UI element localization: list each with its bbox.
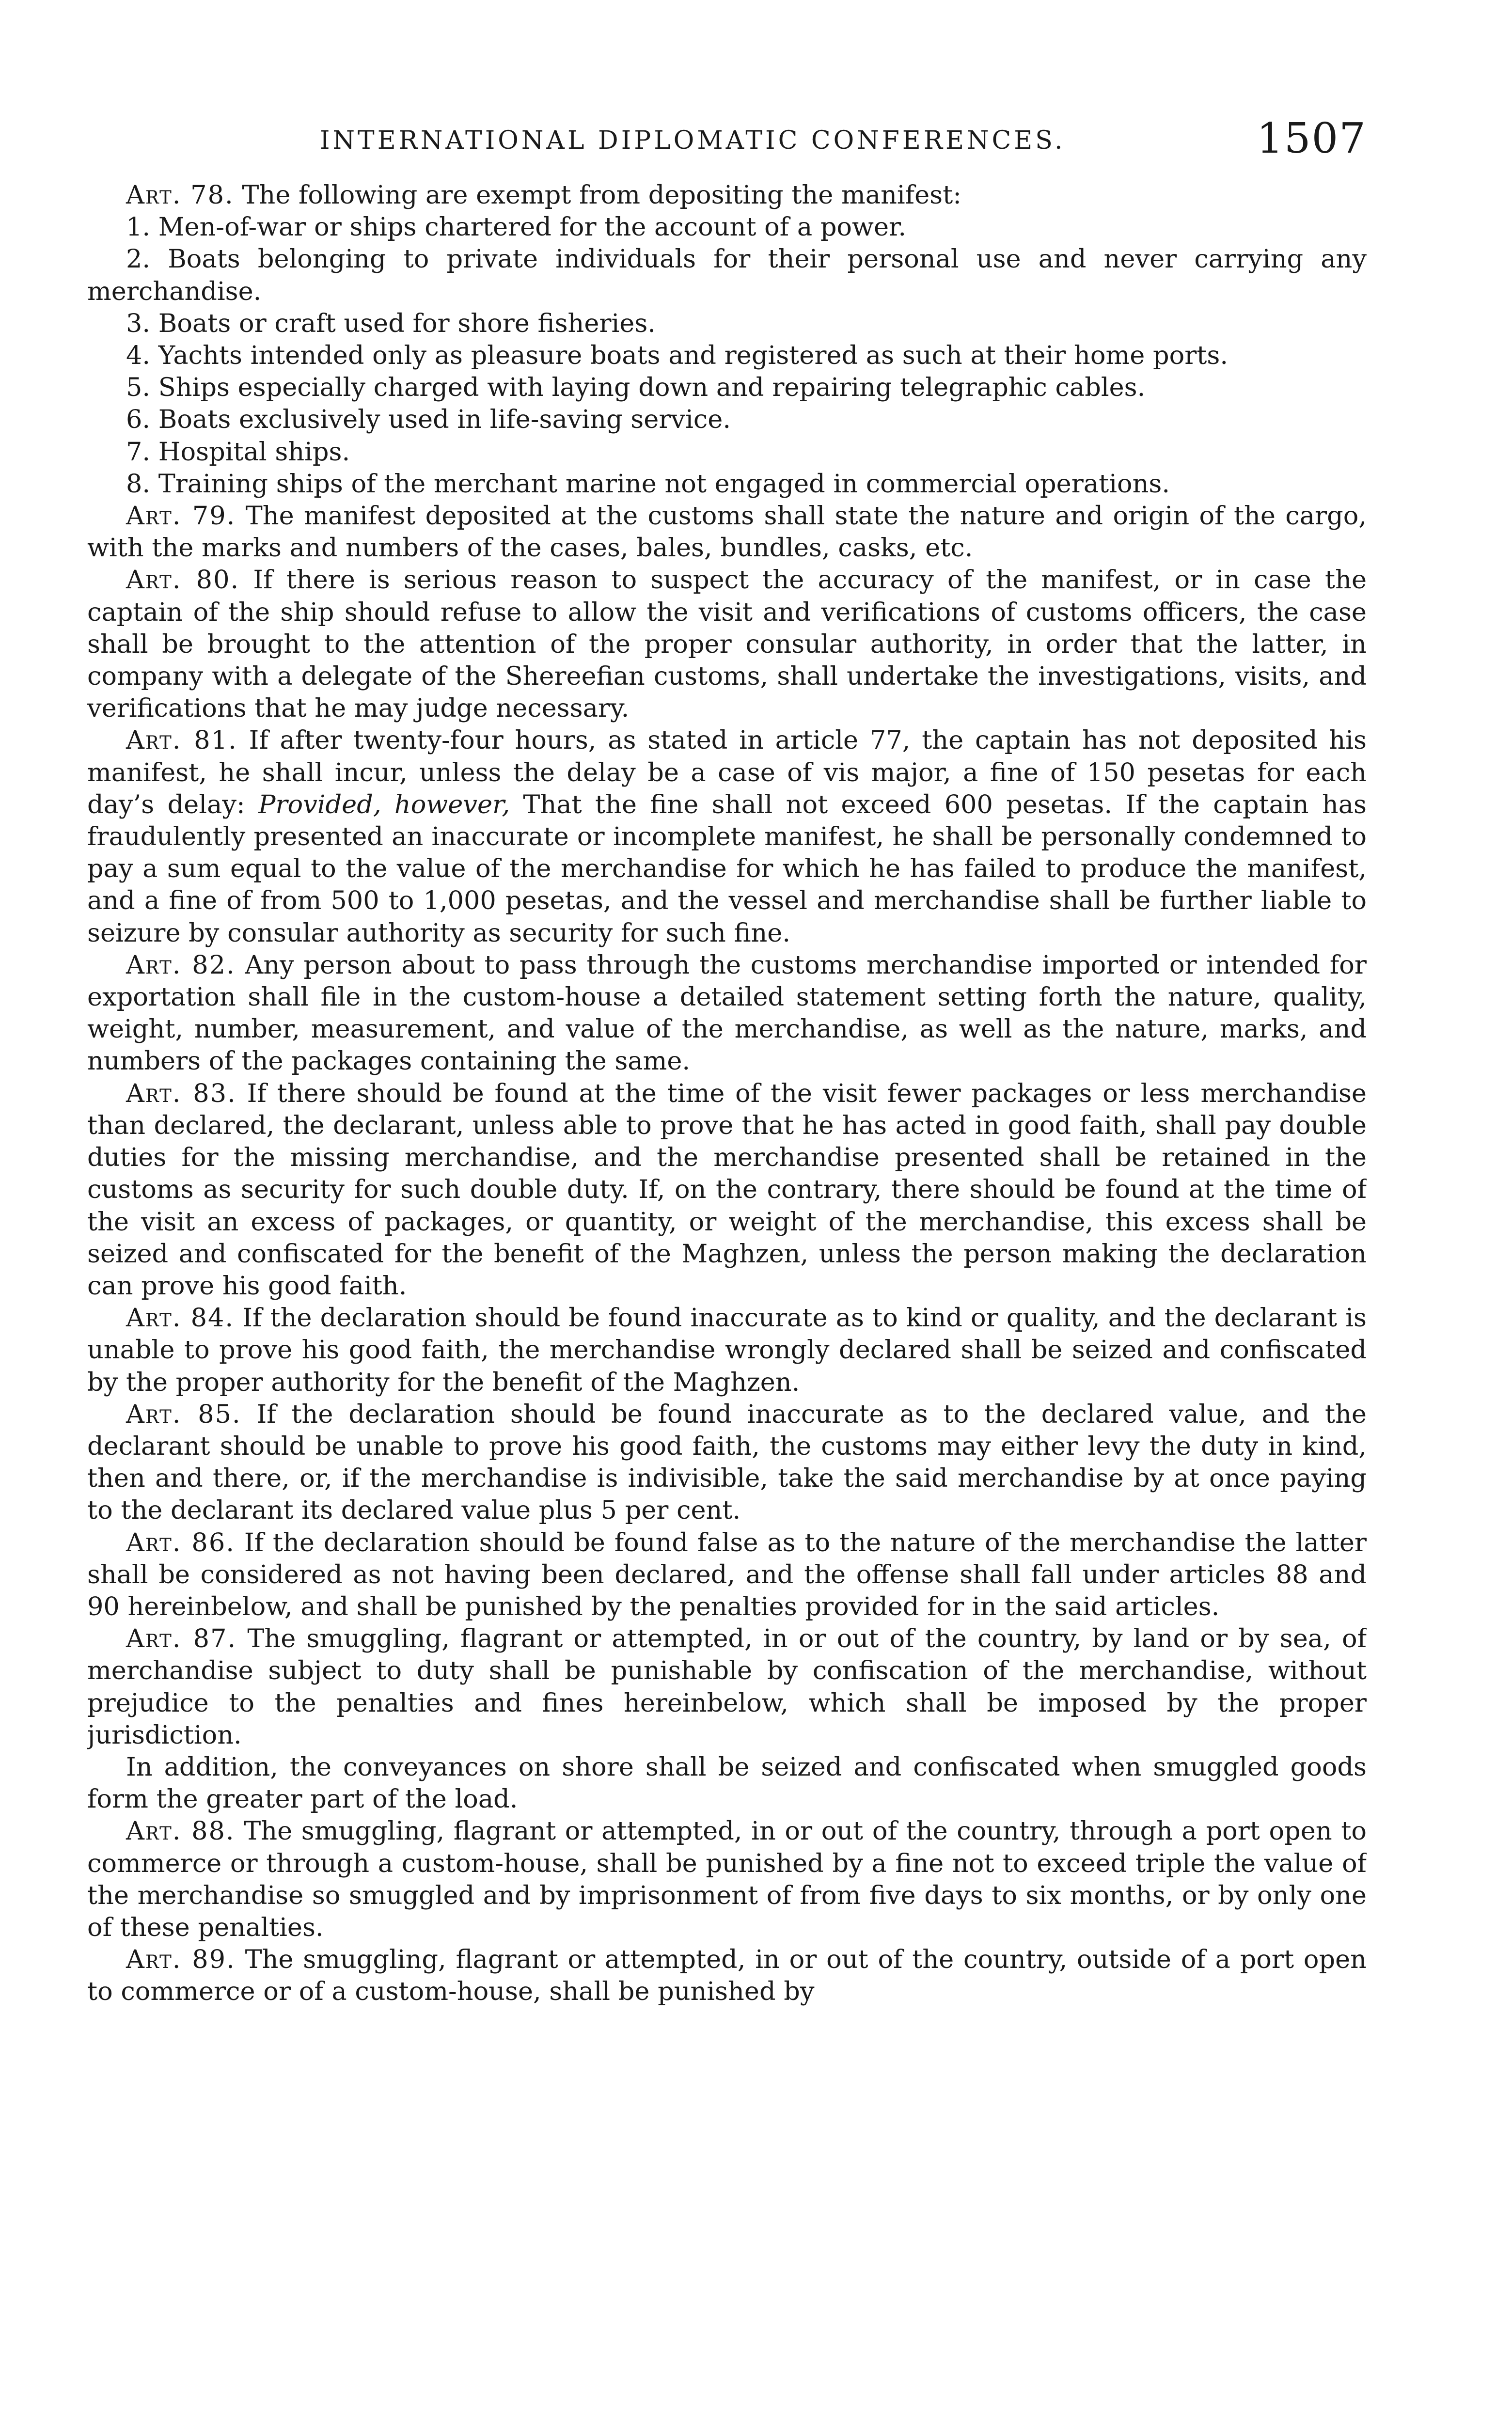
paragraph-text: If the declaration should be found inaccurate as to kind or quality, and the declarant is unable to prove his good faith, the merchandise wrongly declared shall be seized and confiscated by the proper authority for the benefit of the Maghzen.	[87, 1303, 1367, 1397]
article-label: Art. 89.	[126, 1945, 236, 1975]
paragraph-text: 5. Ships especially charged with laying down and repairing telegraphic cables.	[126, 373, 1146, 403]
paragraph-text: The smuggling, flagrant or attempted, in or out of the country, through a port open to commerce or through a custom-house, shall be punished by a fine not to exceed triple the value of the merchandise so smuggled and by imprisonment of from five days to six months, or by only one of these penalties.	[87, 1816, 1367, 1942]
article-label: Art. 78.	[126, 180, 234, 210]
list-item	[87, 372, 1367, 404]
list-item	[87, 468, 1367, 500]
article-label: Art. 84.	[126, 1303, 235, 1333]
paragraph-text: The following are exempt from depositing the manifest:	[234, 180, 961, 210]
paragraph-art-85	[87, 1399, 1367, 1527]
paragraph-art-81	[87, 724, 1367, 949]
list-item	[87, 211, 1367, 243]
paragraph-art-79	[87, 500, 1367, 564]
paragraph-text: The manifest deposited at the customs shall state the nature and origin of the cargo, with the marks and numbers of the cases, bales, bundles, casks, etc.	[87, 501, 1367, 563]
paragraph-text: If there should be found at the time of the visit fewer packages or less merchandise than declared, the declarant, unless able to prove that he has acted in good faith, shall pay double duties for the missing merchandise, and the merchandise presented shall be retained in the customs as security for such double duty. If, on the contrary, there should be found at the time of the visit an excess of packages, or quantity, or weight of the merchandise, this excess shall be seized and confiscated for the benefit of the Maghzen, unless the person making the declaration can prove his good faith.	[87, 1078, 1367, 1301]
paragraph-text: If there is serious reason to suspect the accuracy of the manifest, or in case the captain of the ship should refuse to allow the visit and verifications of customs officers, the case shall be brought to the attention of the proper consular authority, in order that the latter, in company with a delegate of the Shereefian customs, shall undertake the investigations, visits, and verifications that he may judge necessary.	[87, 565, 1367, 724]
paragraph-text: 6. Boats exclusively used in life-saving service.	[126, 405, 731, 435]
list-item	[87, 404, 1367, 436]
article-label: Art. 80.	[126, 565, 240, 595]
body-text	[87, 179, 1367, 2008]
running-header	[87, 107, 1367, 165]
paragraph-text-continued: That the fine shall not exceed 600 pesetas. If the captain has fraudulently presented an inaccurate or incomplete manifest, he shall be personally condemned to pay a sum equal to the value of the merchandise for which he has failed to produce the manifest, and a fine of from 500 to 1,000 pesetas, and the vessel and merchandise shall be further liable to seizure by consular authority as security for such fine.	[87, 789, 1367, 948]
running-title: INTERNATIONAL DIPLOMATIC CONFERENCES.	[320, 126, 1066, 155]
article-label: Art. 81.	[126, 725, 237, 755]
article-label: Art. 79.	[126, 501, 236, 531]
paragraph-text: 8. Training ships of the merchant marine not engaged in commercial operations.	[126, 469, 1170, 499]
paragraph-text: If the declaration should be found inaccurate as to the declared value, and the declarant should be unable to prove his good faith, the customs may either levy the duty in kind, then and there, or, if the merchandise is indivisible, take the said merchandise by at once paying to the declarant its declared value plus 5 per cent.	[87, 1399, 1367, 1526]
article-label: Art. 88.	[126, 1816, 235, 1846]
paragraph-art-86	[87, 1527, 1367, 1623]
article-label: Art. 85.	[126, 1399, 241, 1429]
paragraph-text: If after twenty-four hours, as stated in article 77, the captain has not deposited his manifest, he shall incur, unless the delay be a case of vis major, a fine of 150 pesetas for each day’s delay:	[87, 725, 1367, 819]
list-item	[87, 308, 1367, 340]
paragraph-art-88	[87, 1815, 1367, 1944]
paragraph-text: Any person about to pass through the customs merchandise imported or intended for exportation shall file in the custom-house a detailed statement setting forth the nature, quality, weight, number, measurement, and value of the merchandise, as well as the nature, marks, and numbers of the packages containing the same.	[87, 950, 1367, 1076]
paragraph-art-87-continued	[87, 1751, 1367, 1815]
document-page	[87, 107, 1367, 2423]
italic-proviso: Provided, however,	[258, 789, 510, 819]
paragraph-text: 7. Hospital ships.	[126, 437, 350, 467]
paragraph-art-83	[87, 1078, 1367, 1302]
paragraph-art-82	[87, 949, 1367, 1078]
article-label: Art. 87.	[126, 1624, 237, 1654]
paragraph-art-78	[87, 179, 1367, 211]
article-label: Art. 86.	[126, 1527, 235, 1558]
paragraph-text: 3. Boats or craft used for shore fisheries.	[126, 308, 656, 338]
paragraph-text: In addition, the conveyances on shore shall be seized and confiscated when smuggled goods form the greater part of the load.	[87, 1752, 1367, 1814]
paragraph-text: 2. Boats belonging to private individuals for their personal use and never carrying any merchandise.	[87, 244, 1367, 306]
paragraph-art-80	[87, 564, 1367, 724]
paragraph-text: The smuggling, flagrant or attempted, in or out of the country, outside of a port open to commerce or of a custom-house, shall be punished by	[87, 1945, 1367, 2007]
paragraph-art-89	[87, 1944, 1367, 2008]
paragraph-text: 4. Yachts intended only as pleasure boats and registered as such at their home ports.	[126, 341, 1228, 371]
paragraph-art-87	[87, 1623, 1367, 1751]
list-item	[87, 436, 1367, 468]
list-item	[87, 243, 1367, 307]
paragraph-text: The smuggling, flagrant or attempted, in or out of the country, by land or by sea, of merchandise subject to duty shall be punishable by confiscation of the merchandise, without prejudice to the penalties and fines hereinbelow, which shall be imposed by the proper jurisdiction.	[87, 1624, 1367, 1750]
paragraph-text: 1. Men-of-war or ships chartered for the account of a power.	[126, 212, 907, 242]
paragraph-text: If the declaration should be found false as to the nature of the merchandise the latter shall be considered as not having been declared, and the offense shall fall under articles 88 and 90 hereinbelow, and shall be punished by the penalties provided for in the said articles.	[87, 1527, 1367, 1621]
page-number: 1507	[1257, 114, 1367, 163]
paragraph-art-84	[87, 1302, 1367, 1399]
list-item	[87, 340, 1367, 372]
article-label: Art. 82.	[126, 950, 236, 980]
article-label: Art. 83.	[126, 1078, 236, 1108]
